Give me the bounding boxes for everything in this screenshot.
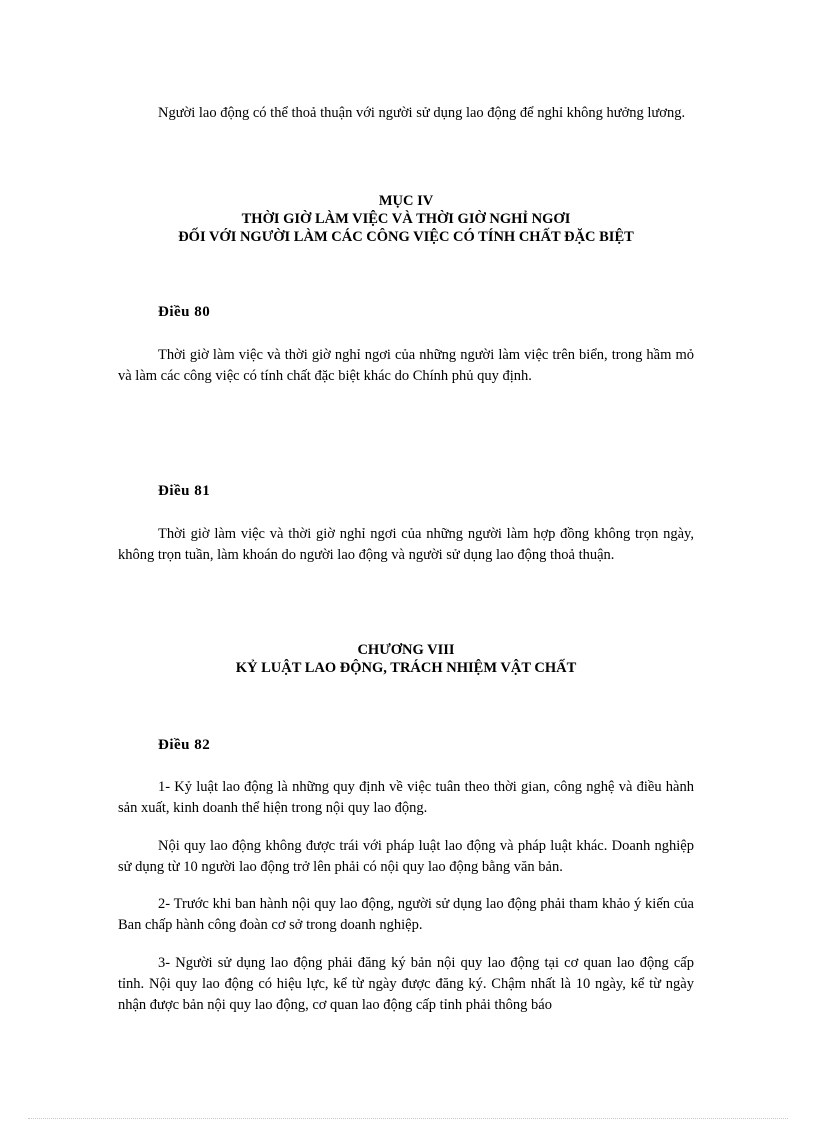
- article-81-text: Thời giờ làm việc và thời giờ nghỉ ngơi của những người làm hợp đồng không trọn ngày, không trọn tuần, làm khoán do người lao động và người sử dụng lao động thoả thuận.: [118, 526, 694, 563]
- article-82-paragraph-2: [118, 836, 694, 878]
- page-bottom-divider: [28, 1118, 788, 1119]
- section-heading-muc-iv: [118, 192, 694, 246]
- article-82-text-3: 2- Trước khi ban hành nội quy lao động, người sử dụng lao động phải tham khảo ý kiến của Ban chấp hành công đoàn cơ sở trong doanh nghiệp.: [118, 896, 694, 933]
- intro-text: Người lao động có thể thoả thuận với người sử dụng lao động để nghỉ không hưởng lương.: [158, 105, 686, 121]
- section-title-line-2: ĐỐI VỚI NGƯỜI LÀM CÁC CÔNG VIỆC CÓ TÍNH CHẤT ĐẶC BIỆT: [178, 229, 634, 245]
- chapter-number: CHƯƠNG VIII: [357, 642, 455, 658]
- intro-paragraph: [118, 103, 694, 124]
- article-80-title: Điều 80: [158, 304, 211, 320]
- article-82-paragraph-4: [118, 953, 694, 1016]
- article-82-title: Điều 82: [158, 737, 211, 753]
- chapter-heading-viii: [118, 641, 694, 677]
- article-80-paragraph: [118, 345, 694, 387]
- article-82-text-4: 3- Người sử dụng lao động phải đăng ký bản nội quy lao động tại cơ quan lao động cấp tỉnh. Nội quy lao động có hiệu lực, kể từ ngày được đăng ký. Chậm nhất là 10 ngày, kể từ ngày nhận được bản nội quy lao động, cơ quan lao động cấp tỉnh phải thông báo: [118, 955, 694, 1013]
- article-82-text-2: Nội quy lao động không được trái với pháp luật lao động và pháp luật khác. Doanh nghiệp sử dụng từ 10 người lao động trở lên phải có nội quy lao động bằng văn bản.: [118, 838, 694, 875]
- section-number: MỤC IV: [378, 193, 434, 209]
- section-title-line-1: THỜI GIỜ LÀM VIỆC VÀ THỜI GIỜ NGHỈ NGƠI: [241, 211, 571, 227]
- article-80-text: Thời giờ làm việc và thời giờ nghỉ ngơi của những người làm việc trên biển, trong hầm mỏ và làm các công việc có tính chất đặc biệt khác do Chính phủ quy định.: [118, 347, 694, 384]
- article-82-paragraph-1: [118, 777, 694, 819]
- article-81-title: Điều 81: [158, 483, 211, 499]
- article-82-text-1: 1- Kỷ luật lao động là những quy định về việc tuân theo thời gian, công nghệ và điều hành sản xuất, kinh doanh thể hiện trong nội quy lao động.: [118, 779, 694, 816]
- article-81-paragraph: [118, 524, 694, 566]
- chapter-title: KỶ LUẬT LAO ĐỘNG, TRÁCH NHIỆM VẬT CHẤT: [235, 660, 577, 676]
- article-82-paragraph-3: [118, 894, 694, 936]
